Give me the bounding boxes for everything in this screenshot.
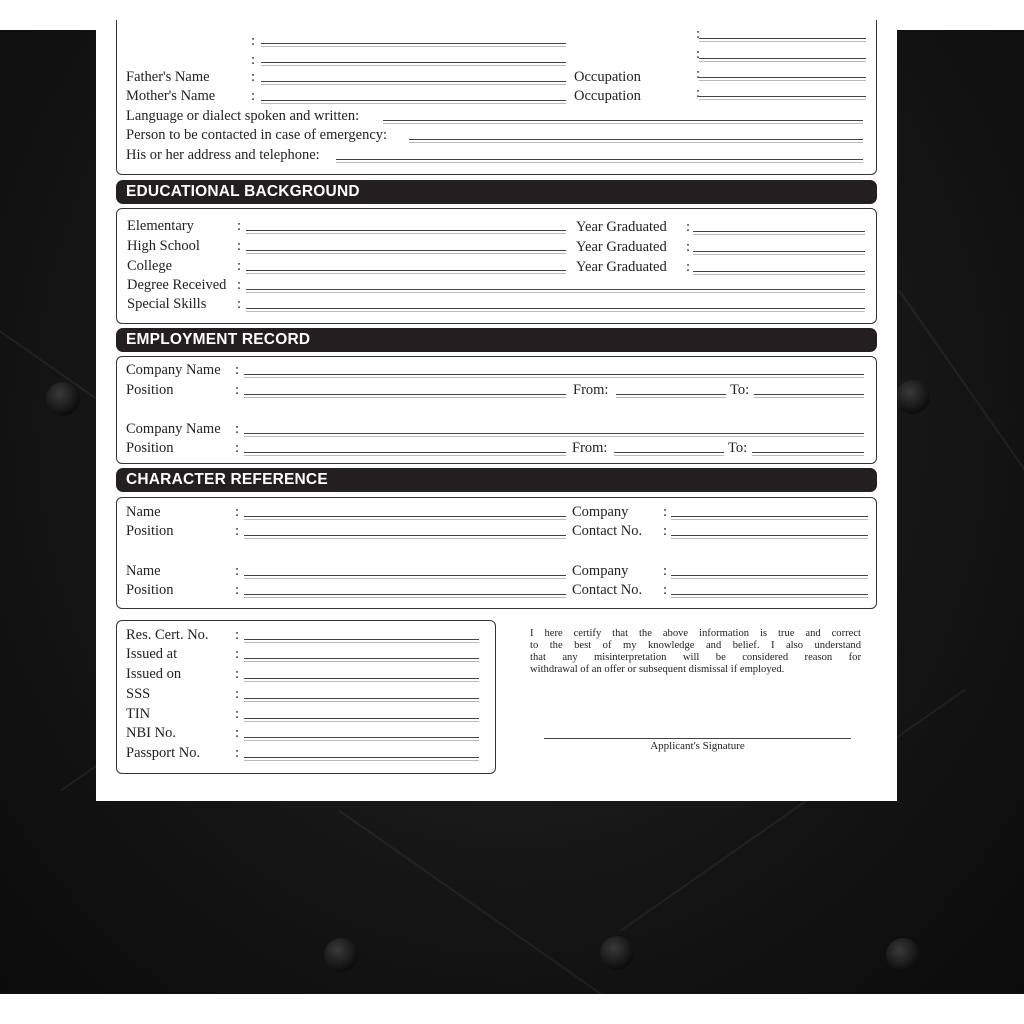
year-graduated-label: Year Graduated — [576, 219, 667, 235]
elementary-label: Elementary — [127, 218, 194, 234]
special-skills-field[interactable] — [246, 308, 865, 309]
year-graduated-label: Year Graduated — [576, 239, 667, 255]
from-field[interactable] — [616, 394, 726, 395]
reference-company-field[interactable] — [671, 516, 868, 517]
colon: : — [251, 69, 256, 85]
passport-label: Passport No. — [126, 745, 201, 761]
education-box — [116, 208, 877, 324]
colon: : — [235, 725, 240, 741]
fathers-name-field[interactable] — [261, 81, 566, 82]
colon: : — [235, 706, 240, 722]
certification-statement — [530, 628, 861, 676]
reference-position-label: Position — [126, 582, 174, 598]
sss-label: SSS — [126, 686, 151, 702]
father-occupation-label: Occupation — [574, 69, 641, 85]
to-field[interactable] — [754, 394, 864, 395]
colon: : — [235, 745, 240, 761]
button-tuft — [46, 382, 80, 416]
tin-label: TIN — [126, 706, 151, 722]
certification-line: to the best of my knowledge and belief. I also understand — [530, 640, 861, 651]
to-label: To: — [728, 440, 748, 456]
company-name-label: Company Name — [126, 421, 221, 437]
elementary-year-field[interactable] — [693, 231, 865, 232]
colon: : — [237, 277, 242, 293]
colon: : — [251, 88, 256, 104]
reference-contact-field[interactable] — [671, 594, 868, 595]
colon: : — [686, 219, 691, 235]
colon: : — [251, 33, 256, 49]
colon: : — [235, 362, 240, 378]
elementary-field[interactable] — [246, 230, 566, 231]
section-header-character-reference: CHARACTER REFERENCE — [116, 468, 877, 492]
reference-contact-label: Contact No. — [572, 582, 643, 598]
colon: : — [237, 258, 242, 274]
colon: : — [686, 239, 691, 255]
sss-field[interactable] — [244, 698, 479, 699]
application-form-sheet — [96, 26, 897, 801]
colon: : — [237, 238, 242, 254]
issued-at-label: Issued at — [126, 646, 178, 662]
colon: : — [237, 218, 242, 234]
button-tuft — [896, 380, 930, 414]
fathers-name-label: Father's Name — [126, 69, 210, 85]
colon: : — [663, 523, 668, 539]
from-label: From: — [572, 440, 608, 456]
tin-field[interactable] — [244, 718, 479, 719]
colon: : — [663, 563, 668, 579]
reference-name-field[interactable] — [244, 575, 566, 576]
reference-contact-label: Contact No. — [572, 523, 643, 539]
mother-occupation-field[interactable] — [699, 96, 866, 97]
college-label: College — [127, 258, 173, 274]
reference-company-field[interactable] — [671, 575, 868, 576]
mothers-name-label: Mother's Name — [126, 88, 216, 104]
colon: : — [235, 421, 240, 437]
degree-field[interactable] — [246, 289, 865, 290]
signature-line[interactable] — [544, 738, 851, 739]
certification-line: I here certify that the above information is true and correct — [530, 628, 861, 639]
colon: : — [235, 504, 240, 520]
emergency-address-label: His or her address and telephone: — [126, 147, 320, 163]
res-cert-label: Res. Cert. No. — [126, 627, 209, 643]
certification-line: withdrawal of an offer or subsequent dismissal if employed. — [530, 664, 785, 675]
colon: : — [696, 85, 701, 101]
position-field[interactable] — [244, 452, 566, 453]
colon: : — [663, 504, 668, 520]
reference-company-label: Company — [572, 563, 629, 579]
colon: : — [235, 686, 240, 702]
certification-line: that any misinterpretation will be considered reason for — [530, 652, 861, 663]
reference-position-field[interactable] — [244, 535, 566, 536]
reference-name-label: Name — [126, 504, 161, 520]
colon: : — [237, 296, 242, 312]
issued-on-field[interactable] — [244, 678, 479, 679]
company-name-field[interactable] — [244, 374, 864, 375]
high-school-year-field[interactable] — [693, 251, 865, 252]
colon: : — [235, 582, 240, 598]
college-year-field[interactable] — [693, 271, 865, 272]
colon: : — [235, 666, 240, 682]
emergency-contact-field[interactable] — [409, 139, 863, 140]
position-label: Position — [126, 382, 174, 398]
company-name-label: Company Name — [126, 362, 221, 378]
reference-company-label: Company — [572, 504, 629, 520]
section-header-education: EDUCATIONAL BACKGROUND — [116, 180, 877, 204]
language-label: Language or dialect spoken and written: — [126, 108, 360, 124]
high-school-label: High School — [127, 238, 200, 254]
employment-box — [116, 356, 877, 464]
button-tuft — [324, 938, 358, 972]
reference-contact-field[interactable] — [671, 535, 868, 536]
position-label: Position — [126, 440, 174, 456]
colon: : — [235, 627, 240, 643]
blank-field[interactable] — [699, 38, 866, 39]
passport-field[interactable] — [244, 757, 479, 758]
to-field[interactable] — [752, 452, 864, 453]
year-graduated-label: Year Graduated — [576, 259, 667, 275]
character-reference-box — [116, 497, 877, 609]
colon: : — [696, 46, 701, 62]
blank-field[interactable] — [261, 62, 566, 63]
colon: : — [696, 66, 701, 82]
reference-name-field[interactable] — [244, 516, 566, 517]
father-occupation-field[interactable] — [699, 77, 866, 78]
colon: : — [235, 382, 240, 398]
mother-occupation-label: Occupation — [574, 88, 641, 104]
mothers-name-field[interactable] — [261, 100, 566, 101]
college-field[interactable] — [246, 270, 566, 271]
position-field[interactable] — [244, 394, 566, 395]
colon: : — [663, 582, 668, 598]
colon: : — [235, 646, 240, 662]
special-skills-label: Special Skills — [127, 296, 207, 312]
high-school-field[interactable] — [246, 250, 566, 251]
reference-position-field[interactable] — [244, 594, 566, 595]
nbi-field[interactable] — [244, 737, 479, 738]
colon: : — [235, 563, 240, 579]
button-tuft — [600, 936, 634, 970]
company-name-field[interactable] — [244, 433, 864, 434]
emergency-contact-label: Person to be contacted in case of emergency: — [126, 127, 388, 143]
button-tuft — [886, 938, 920, 972]
from-field[interactable] — [614, 452, 724, 453]
blank-field[interactable] — [261, 43, 566, 44]
issued-at-field[interactable] — [244, 658, 479, 659]
from-label: From: — [573, 382, 609, 398]
section-header-employment: EMPLOYMENT RECORD — [116, 328, 877, 352]
language-field[interactable] — [383, 120, 863, 121]
to-label: To: — [730, 382, 750, 398]
issued-on-label: Issued on — [126, 666, 182, 682]
colon: : — [686, 259, 691, 275]
colon: : — [251, 52, 256, 68]
blank-field[interactable] — [699, 58, 866, 59]
degree-label: Degree Received — [127, 277, 227, 293]
nbi-label: NBI No. — [126, 725, 176, 741]
reference-position-label: Position — [126, 523, 174, 539]
reference-name-label: Name — [126, 563, 161, 579]
colon: : — [235, 440, 240, 456]
leather-crease — [339, 810, 684, 994]
res-cert-field[interactable] — [244, 639, 479, 640]
emergency-address-field[interactable] — [336, 159, 863, 160]
colon: : — [696, 26, 701, 42]
applicant-signature-label: Applicant's Signature — [650, 740, 745, 752]
colon: : — [235, 523, 240, 539]
